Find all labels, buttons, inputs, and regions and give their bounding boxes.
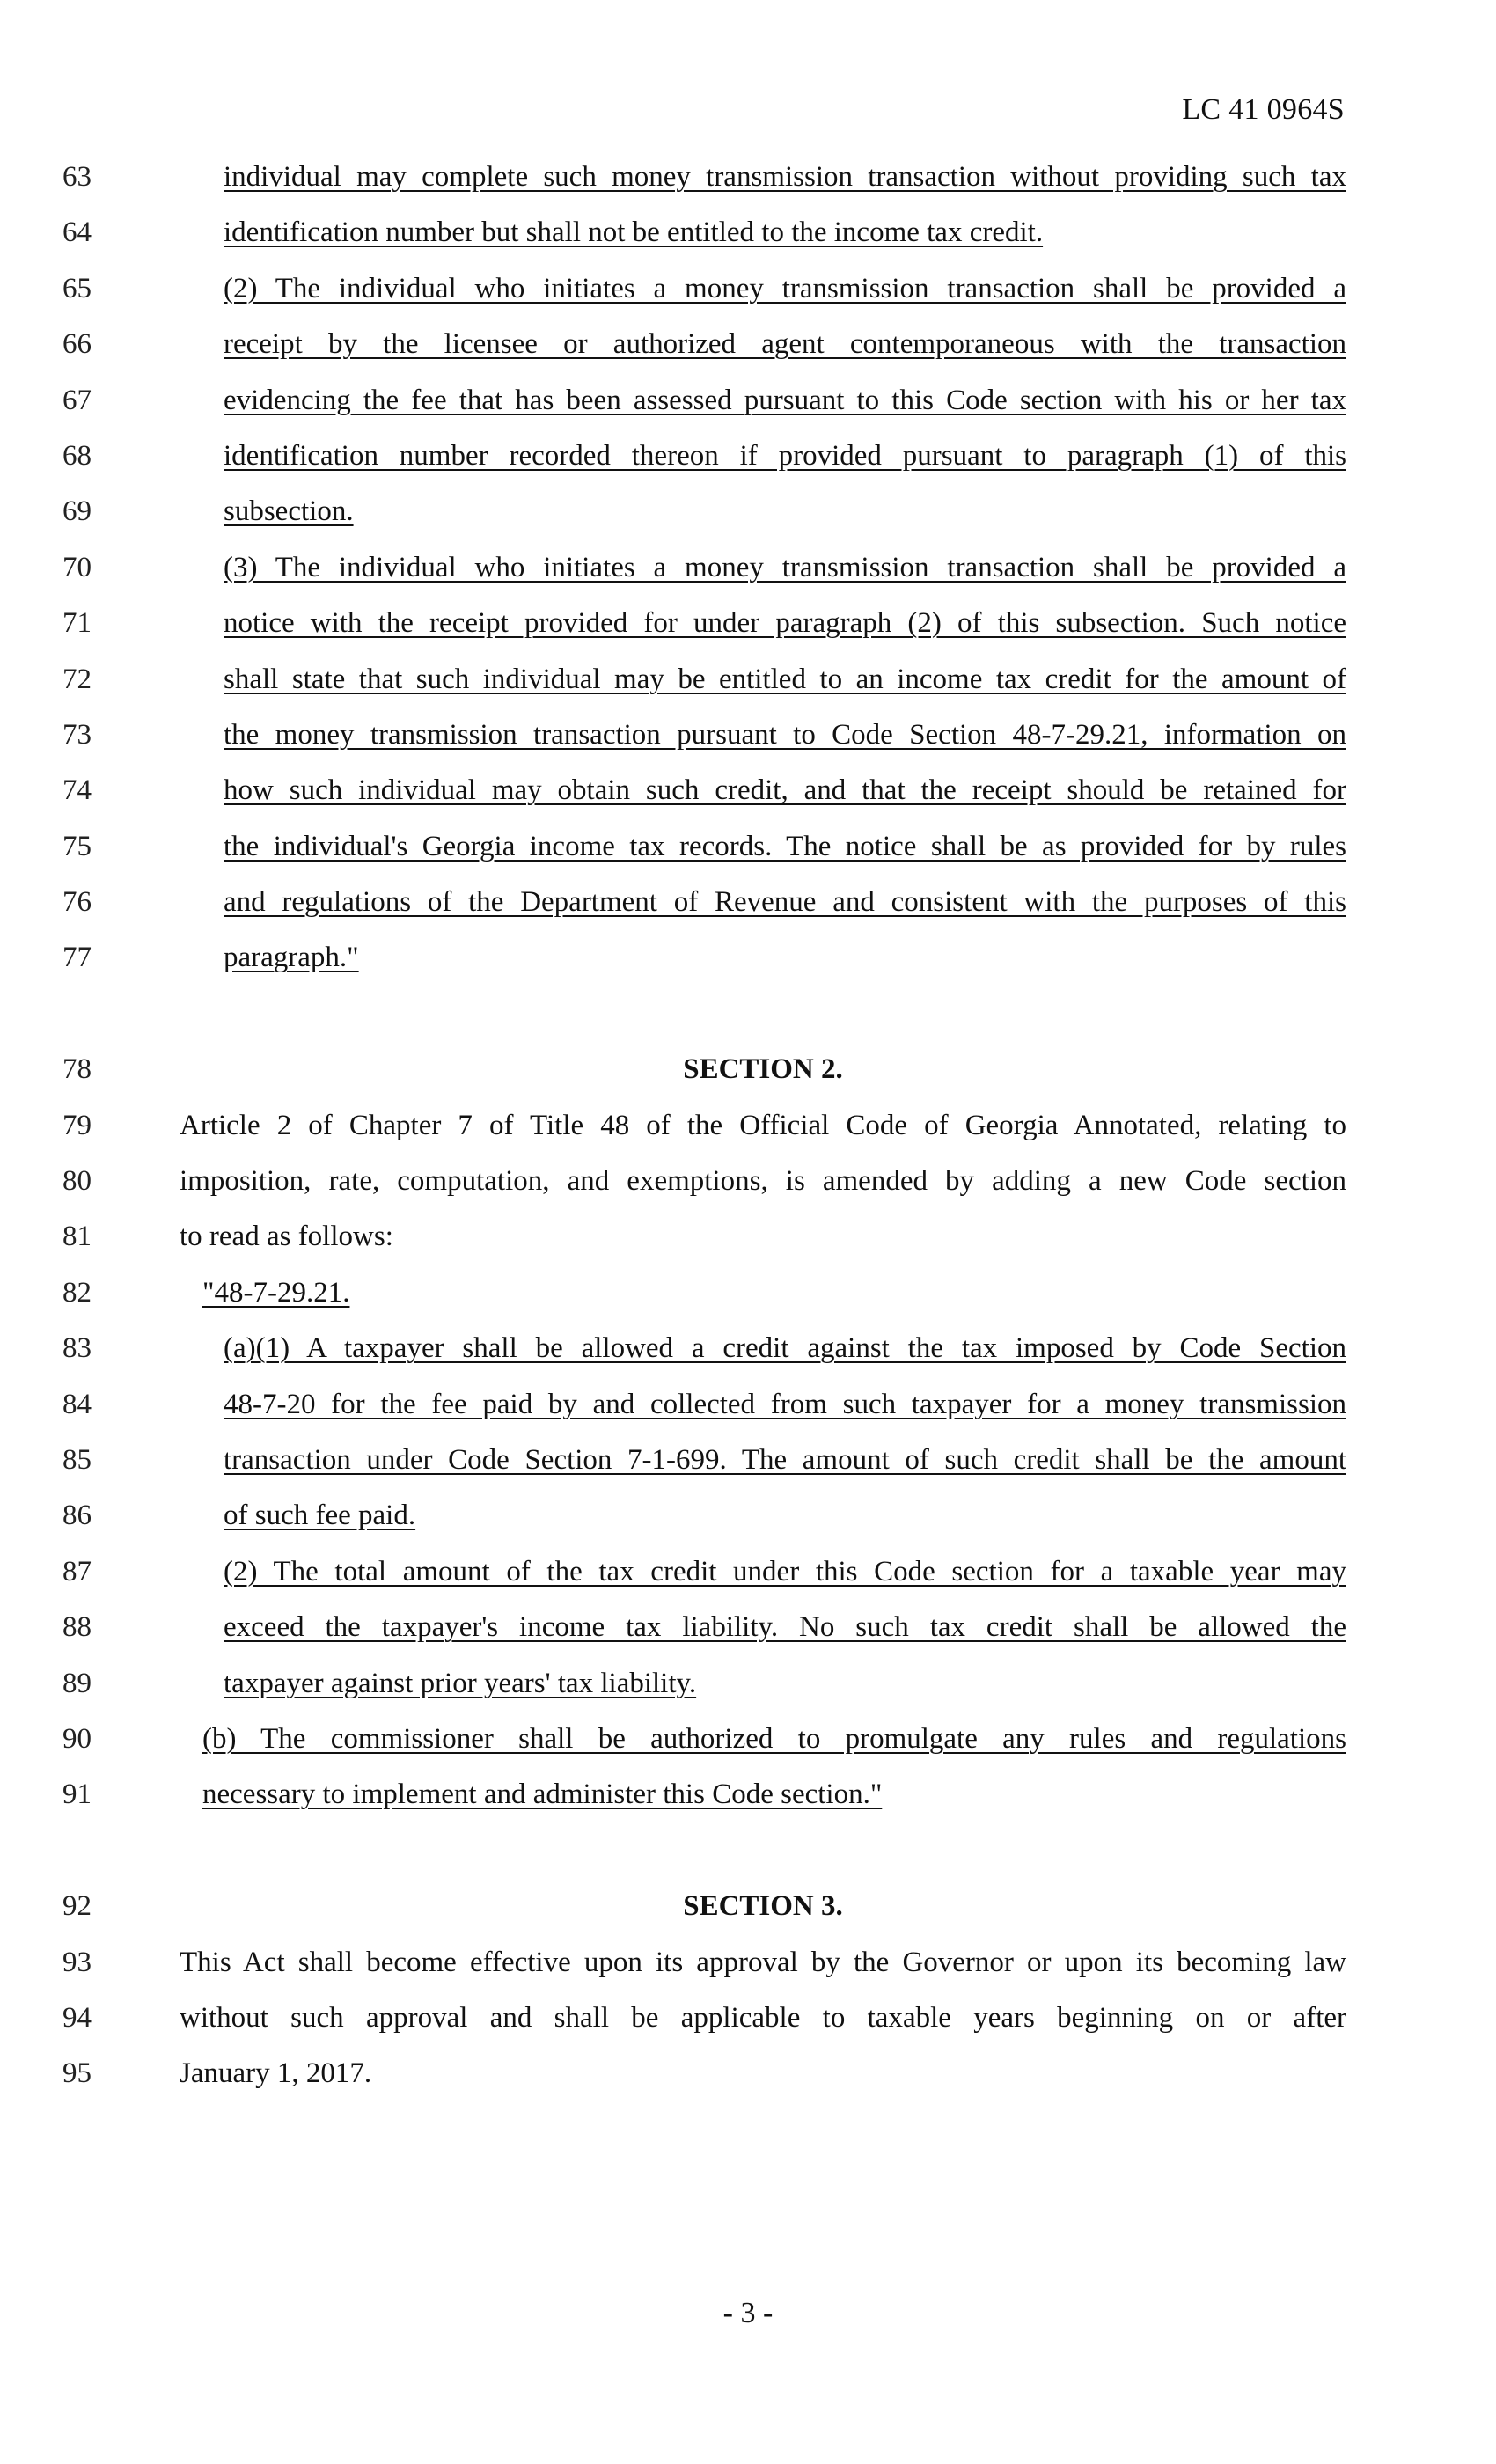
document-line [0,540,1496,596]
line-text: receipt by the licensee or authorized agent contemporaneous with the transaction [224,328,1346,361]
line-number: 80 [62,1165,92,1198]
line-text: of such fee paid. [224,1500,416,1532]
line-text: exceed the taxpayer's income tax liability. No such tax credit shall be allowed the [224,1611,1346,1644]
line-number: 85 [62,1443,92,1476]
line-number: 69 [62,495,92,528]
line-number: 90 [62,1722,92,1755]
line-text: (b) The commissioner shall be authorized to promulgate any rules and regulations [202,1722,1346,1755]
line-text: paragraph." [224,942,359,974]
document-line [0,930,1496,986]
line-number: 77 [62,942,92,974]
line-text: necessary to implement and administer this Code section." [202,1778,883,1811]
line-number: 65 [62,272,92,304]
document-line [0,2046,1496,2101]
line-number: 66 [62,328,92,361]
page-number: - 3 - [722,2297,774,2329]
line-text: transaction under Code Section 7-1-699. The amount of such credit shall be the amount [224,1443,1346,1476]
document-line [0,1377,1496,1433]
line-text: This Act shall become effective upon its approval by the Governor or upon its becoming law [180,1946,1346,1978]
document-line [0,1433,1496,1488]
line-number: 84 [62,1388,92,1420]
line-text: Article 2 of Chapter 7 of Title 48 of the Official Code of Georgia Annotated, relating to [180,1109,1346,1141]
line-number: 70 [62,551,92,583]
document-line [0,708,1496,763]
line-text: to read as follows: [180,1221,393,1253]
line-number: 79 [62,1109,92,1141]
line-number: 72 [62,663,92,695]
line-text: January 1, 2017. [180,2057,372,2090]
document-line [0,596,1496,651]
document-line [0,1042,1496,1097]
document-line [0,1209,1496,1265]
document-id: LC 41 0964S [1182,93,1345,126]
document-line [0,484,1496,539]
document-line [0,875,1496,930]
line-number: 93 [62,1946,92,1978]
blank-line [0,1823,1496,1879]
line-text: identification number but shall not be entitled to the income tax credit. [224,216,1044,249]
line-text: (3) The individual who initiates a money transmission transaction shall be provided a [224,551,1346,583]
document-line [0,1991,1496,2046]
line-number: 92 [62,1890,92,1923]
document-line [0,1656,1496,1712]
line-text: (2) The individual who initiates a money transmission transaction shall be provided a [224,272,1346,304]
line-text: identification number recorded thereon if provided pursuant to paragraph (1) of this [224,439,1346,472]
line-text: (a)(1) A taxpayer shall be allowed a credit against the tax imposed by Code Section [224,1332,1346,1365]
line-text: imposition, rate, computation, and exemptions, is amended by adding a new Code section [180,1165,1346,1198]
document-line [0,1154,1496,1209]
line-text: the individual's Georgia income tax records. The notice shall be as provided for by rules [224,830,1346,862]
line-number: 89 [62,1667,92,1699]
line-text: taxpayer against prior years' tax liability. [224,1667,697,1699]
line-number: 78 [62,1053,92,1086]
document-line [0,819,1496,875]
blank-line [0,986,1496,1042]
document-line [0,1544,1496,1600]
line-number: 82 [62,1276,92,1309]
line-number: 95 [62,2057,92,2090]
document-line [0,763,1496,818]
line-number: 67 [62,384,92,416]
document-line [0,1265,1496,1321]
document-line [0,1098,1496,1154]
line-text: (2) The total amount of the tax credit under this Code section for a taxable year may [224,1555,1346,1588]
document-line [0,150,1496,205]
line-list [0,150,1496,2102]
line-number: 87 [62,1555,92,1588]
document-line [0,1488,1496,1544]
section-heading: SECTION 2. [683,1053,843,1086]
document-line [0,652,1496,708]
line-text: how such individual may obtain such credit, and that the receipt should be retained for [224,774,1346,807]
document-line [0,1712,1496,1767]
document-line [0,1935,1496,1991]
document-line [0,1767,1496,1822]
line-number: 94 [62,2001,92,2034]
line-text: shall state that such individual may be entitled to an income tax credit for the amount of [224,663,1346,695]
line-number: 83 [62,1332,92,1365]
line-text: the money transmission transaction pursuant to Code Section 48-7-29.21, information on [224,718,1346,751]
line-number: 81 [62,1221,92,1253]
line-number: 63 [62,161,92,193]
line-text: notice with the receipt provided for under paragraph (2) of this subsection. Such notice [224,607,1346,640]
line-number: 74 [62,774,92,807]
line-text: "48-7-29.21. [202,1276,350,1309]
line-number: 71 [62,607,92,640]
section-heading: SECTION 3. [683,1890,843,1923]
line-text: individual may complete such money transmission transaction without providing such tax [224,161,1346,193]
document-line [0,261,1496,317]
document-line [0,1321,1496,1376]
document-line [0,205,1496,260]
line-number: 75 [62,830,92,862]
line-number: 86 [62,1500,92,1532]
line-number: 73 [62,718,92,751]
document-line [0,1879,1496,1934]
line-text: without such approval and shall be applicable to taxable years beginning on or after [180,2001,1346,2034]
line-number: 68 [62,439,92,472]
line-number: 76 [62,886,92,919]
line-text: and regulations of the Department of Revenue and consistent with the purposes of this [224,886,1346,919]
line-number: 91 [62,1778,92,1811]
document-line [0,373,1496,429]
line-number: 88 [62,1611,92,1644]
line-text: evidencing the fee that has been assessed pursuant to this Code section with his or her tax [224,384,1346,416]
line-number: 64 [62,216,92,249]
document-line [0,317,1496,372]
line-text: 48-7-20 for the fee paid by and collected from such taxpayer for a money transmission [224,1388,1346,1420]
document-line [0,1600,1496,1655]
line-text: subsection. [224,495,354,528]
document-line [0,429,1496,484]
